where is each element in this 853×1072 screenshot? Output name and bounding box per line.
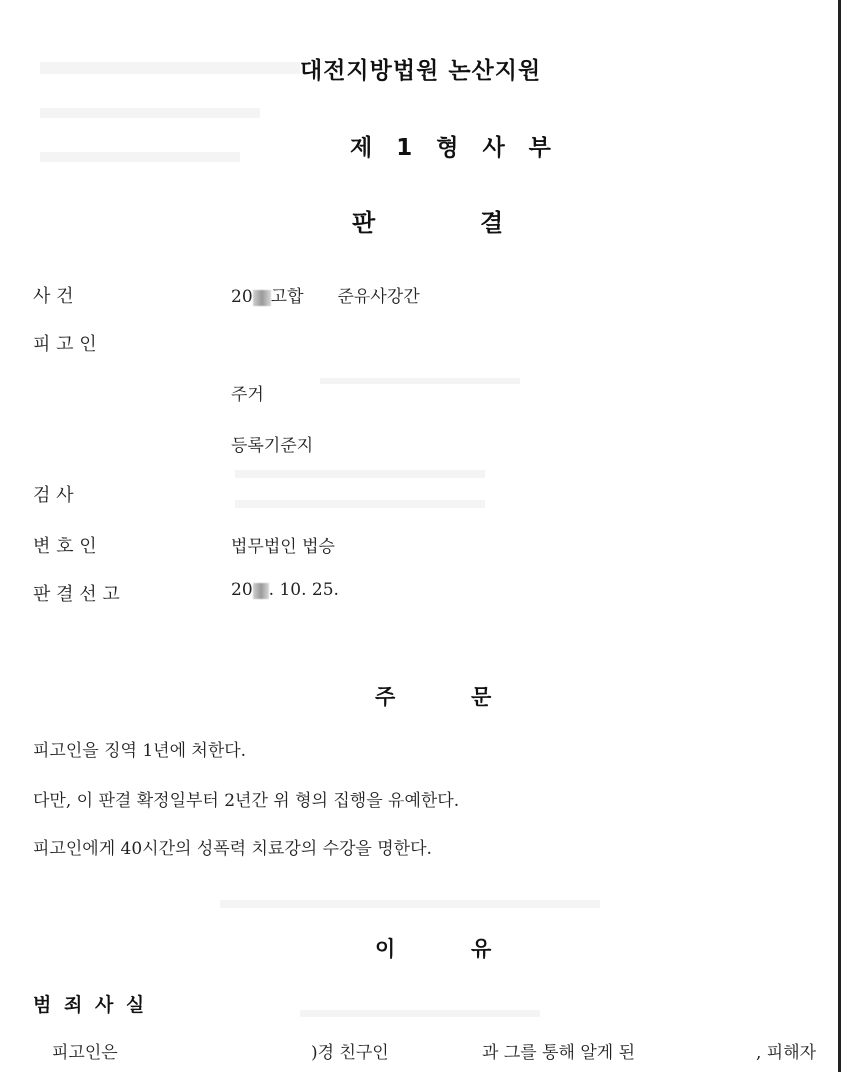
show-through-mark bbox=[40, 152, 240, 162]
case-number-prefix: 20 bbox=[231, 287, 253, 307]
counsel-label: 변 호 인 bbox=[33, 536, 97, 557]
defendant-label: 피 고 인 bbox=[33, 334, 97, 355]
verdict-date-prefix: 20 bbox=[231, 580, 253, 600]
court-division: 제 1 형 사 부 bbox=[350, 135, 559, 161]
show-through-mark bbox=[40, 62, 300, 74]
show-through-mark bbox=[320, 378, 520, 384]
reasons-heading-left: 이 bbox=[375, 937, 396, 961]
disposition-heading-right: 문 bbox=[471, 685, 492, 709]
disposition-line: 피고인에게 40시간의 성폭력 치료강의 수강을 명한다. bbox=[33, 839, 432, 859]
show-through-mark bbox=[235, 500, 485, 508]
show-through-mark bbox=[40, 108, 260, 118]
page-edge-rule bbox=[838, 0, 841, 1072]
show-through-mark bbox=[235, 470, 485, 478]
case-name: 준유사강간 bbox=[337, 287, 420, 307]
show-through-mark bbox=[220, 900, 600, 908]
case-number-suffix: 고합 bbox=[270, 287, 304, 307]
reasons-heading-right: 유 bbox=[471, 937, 492, 961]
document-type-right: 결 bbox=[480, 209, 504, 237]
case-label: 사 건 bbox=[33, 286, 74, 307]
disposition-heading-left: 주 bbox=[375, 685, 396, 709]
disposition-line: 다만, 이 판결 확정일부터 2년간 위 형의 집행을 유예한다. bbox=[33, 791, 460, 811]
facts-text-part: 과 그를 통해 알게 된 bbox=[482, 1043, 635, 1063]
document-type-left: 판 bbox=[352, 209, 376, 237]
verdict-date bbox=[231, 580, 339, 600]
facts-text-part: 피고인은 bbox=[52, 1043, 118, 1063]
redaction-mark bbox=[253, 290, 271, 306]
disposition-line: 피고인을 징역 1년에 처한다. bbox=[33, 741, 247, 761]
prosecutor-label: 검 사 bbox=[33, 485, 74, 506]
show-through-mark bbox=[300, 1010, 540, 1017]
redaction-mark bbox=[253, 583, 269, 599]
residence-label: 주거 bbox=[231, 385, 264, 405]
registered-domicile-label: 등록기준지 bbox=[231, 436, 314, 456]
facts-title: 범 죄 사 실 bbox=[33, 994, 148, 1016]
court-name: 대전지방법원 논산지원 bbox=[300, 58, 542, 84]
facts-text-part: )경 친구인 bbox=[311, 1043, 389, 1063]
verdict-date-suffix: . 10. 25. bbox=[268, 580, 339, 600]
counsel-value: 법무법인 법승 bbox=[231, 537, 335, 557]
case-number bbox=[231, 282, 420, 307]
verdict-date-label: 판 결 선 고 bbox=[33, 584, 120, 605]
facts-text-part: , 피해자 bbox=[756, 1043, 817, 1063]
